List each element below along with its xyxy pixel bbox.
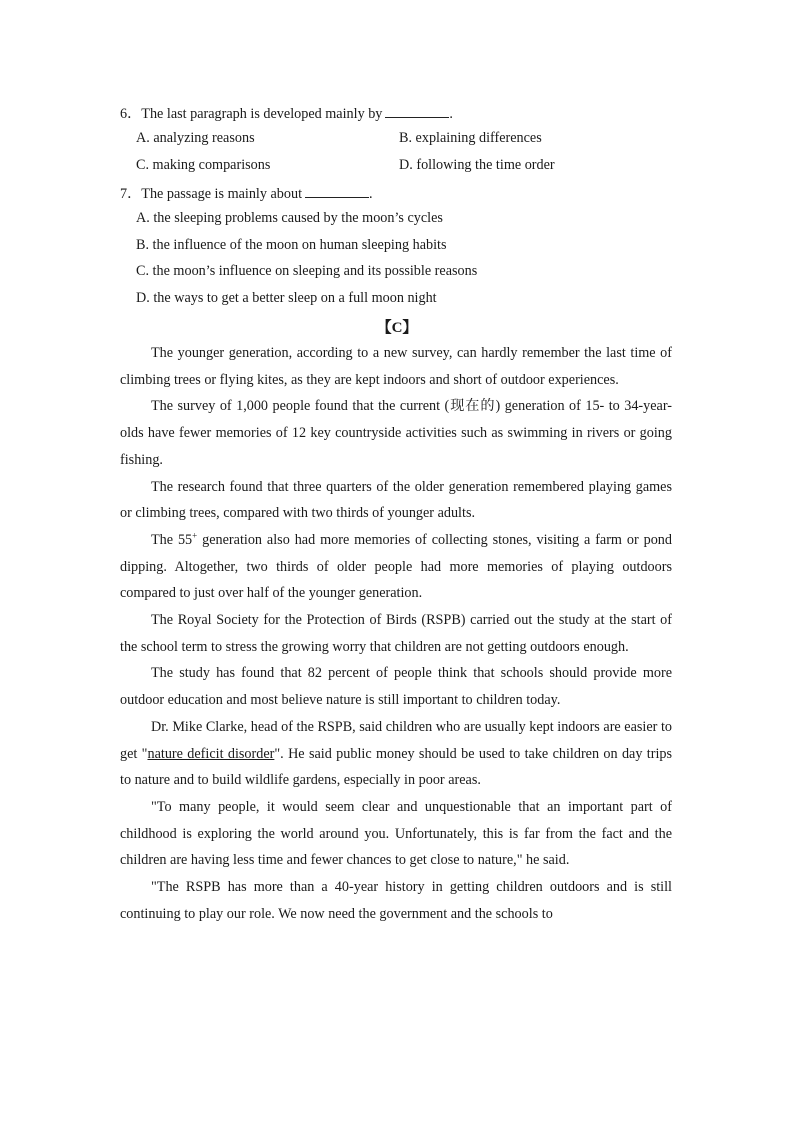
paragraph-3: The research found that three quarters of the older generation remembered playing games or climbing trees, compared with two thirds of younger adults. xyxy=(120,478,672,522)
option-6c: C. making comparisons xyxy=(136,157,271,173)
paragraph-4-rest: generation also had more memories of collecting stones, visiting a farm or pond dipping. Altogether, two thirds of older people had more memories of playing outdoors compared to just over half of the younger generation. xyxy=(120,531,672,602)
paragraph-8: "To many people, it would seem clear and unquestionable that an important part of childhood is exploring the world around you. Unfortunately, this is far from the fact and the children are having less time and fewer chances to get close to nature," he said. xyxy=(120,798,672,869)
question-7-end: . xyxy=(369,186,373,202)
paragraph-7-rest: ". He said public money should be used to take children on day trips to nature and to build wildlife gardens, especially in poor areas. xyxy=(120,745,673,789)
question-6-stem: 6．The last paragraph is developed mainly by xyxy=(120,106,383,122)
question-6-end: . xyxy=(449,106,453,122)
paragraph-5: The Royal Society for the Protection of Birds (RSPB) carried out the study at the start of the school term to stress the growing worry that children are not getting outdoors enough. xyxy=(120,612,672,655)
paragraph-6: The study has found that 82 percent of people think that schools should provide more outdoor education and most believe nature is still important to children today. xyxy=(120,665,672,709)
answer-blank xyxy=(305,185,369,198)
passage-body xyxy=(120,340,672,927)
paragraph-4-start: The 55 xyxy=(151,531,193,548)
paragraph-7-start: Dr. Mike Clarke, head of the RSPB, said children who are usually kept indoors are easier to get " xyxy=(120,718,672,762)
question-7-stem: 7．The passage is mainly about xyxy=(120,186,303,202)
option-6d: D. following the time order xyxy=(399,157,555,173)
question-6 xyxy=(120,103,453,123)
section-heading: 【C】 xyxy=(376,320,418,336)
superscript-plus: + xyxy=(192,530,198,541)
option-6a: A. analyzing reasons xyxy=(136,130,255,146)
option-7b: B. the influence of the moon on human sleeping habits xyxy=(136,237,447,253)
paragraph-7 xyxy=(120,714,672,794)
question-7 xyxy=(120,183,373,203)
option-6b: B. explaining differences xyxy=(399,130,542,146)
answer-blank xyxy=(385,105,449,118)
paragraph-4 xyxy=(120,527,672,607)
paragraph-9: "The RSPB has more than a 40-year history in getting children outdoors and is still continuing to play our role. We now need the government and the schools to xyxy=(120,879,672,922)
underlined-term: nature deficit disorder xyxy=(147,745,275,762)
option-7c: C. the moon’s influence on sleeping and its possible reasons xyxy=(136,263,478,279)
option-7a: A. the sleeping problems caused by the moon’s cycles xyxy=(136,210,443,226)
option-7d: D. the ways to get a better sleep on a full moon night xyxy=(136,290,437,306)
paragraph-1: The younger generation, according to a new survey, can hardly remember the last time of climbing trees or flying kites, as they are kept indoors and short of outdoor experiences. xyxy=(120,345,672,388)
paragraph-2: The survey of 1,000 people found that the current (现在的) generation of 15- to 34-year-olds have fewer memories of 12 key countryside activities such as swimming in rivers or going fishing. xyxy=(120,398,672,468)
